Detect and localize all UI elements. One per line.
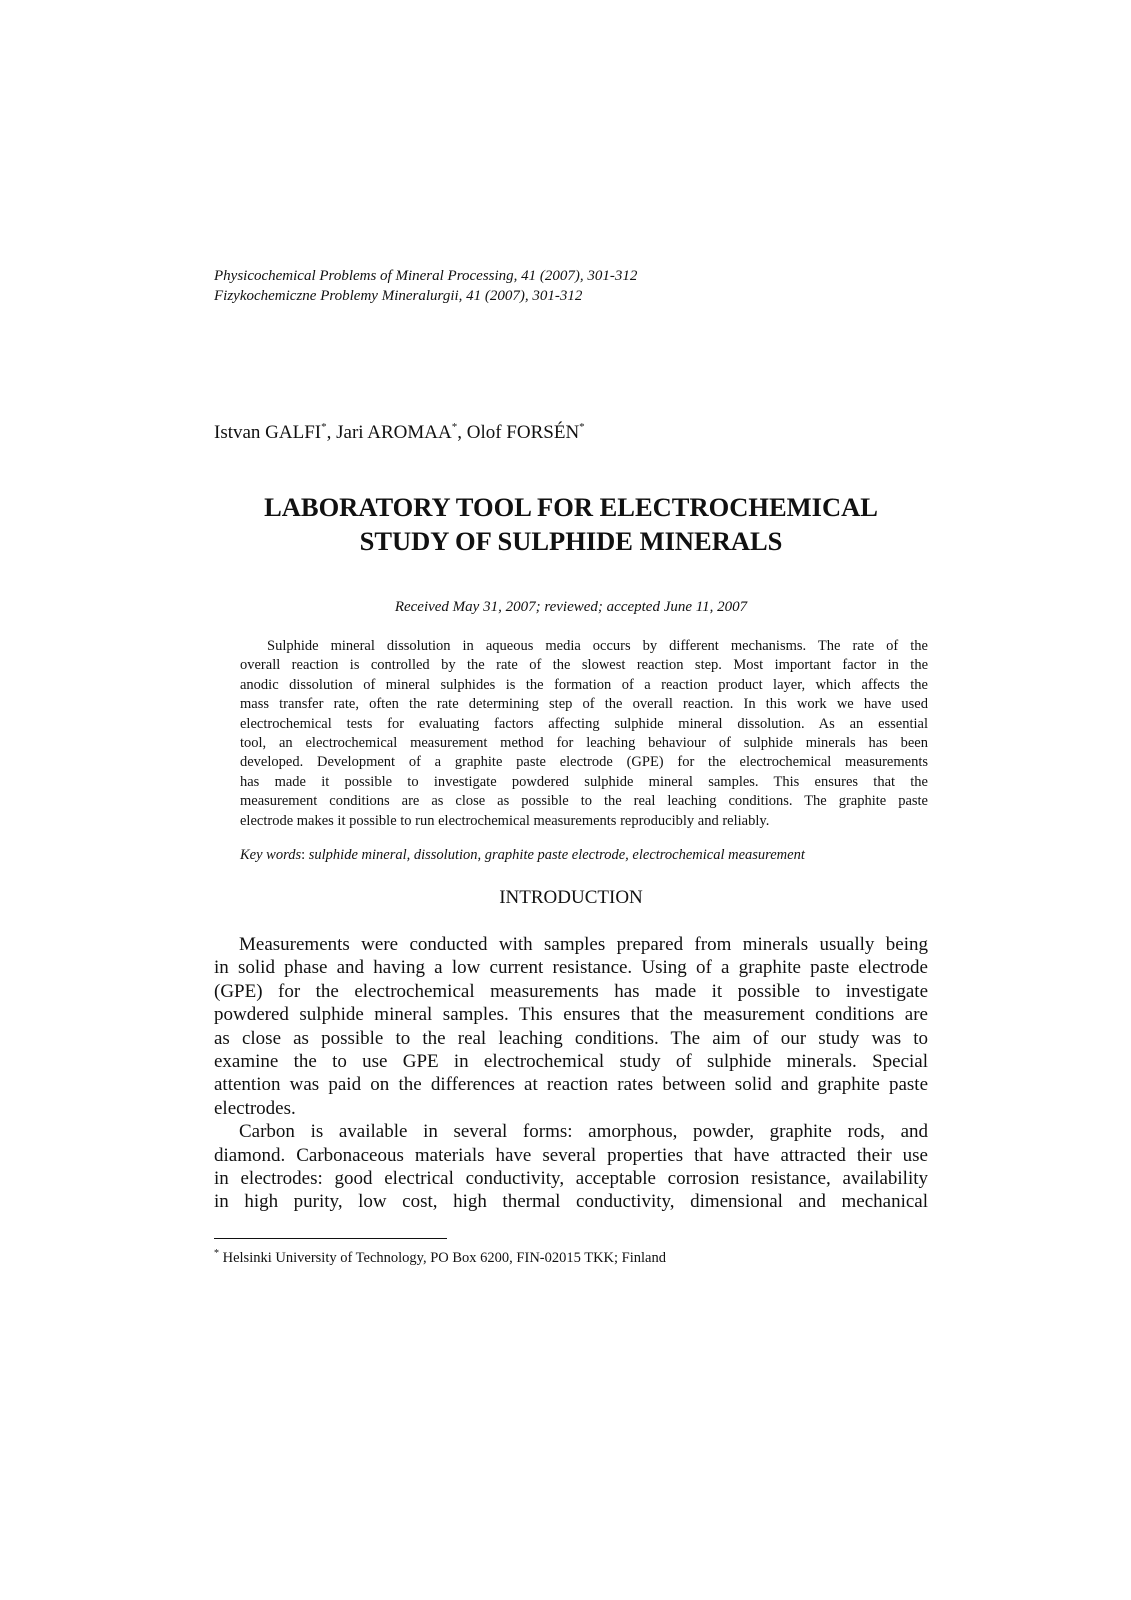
author-name: Olof FORSÉN [466, 422, 580, 443]
received-dates: Received May 31, 2007; reviewed; accepted June 11, 2007 [394, 599, 748, 615]
abstract-line: has made it possible to investigate powdered sulphide mineral samples. This ensures that the [240, 773, 928, 790]
introduction-body [214, 933, 928, 1214]
keywords-colon: : [301, 847, 309, 863]
affiliation-marker: * [321, 421, 327, 433]
abstract-line: overall reaction is controlled by the rate of the slowest reaction step. Most important factor in the [240, 657, 928, 674]
keywords [240, 845, 940, 865]
keywords-label: Key words [240, 847, 302, 863]
body-line: powdered sulphide mineral samples. This ensures that the measurement conditions are [214, 1004, 928, 1026]
affiliation-marker: * [451, 421, 458, 433]
body-line: (GPE) for the electrochemical measurements has made it possible to investigate [214, 980, 928, 1002]
abstract-line: Sulphide mineral dissolution in aqueous media occurs by different mechanisms. The rate of the [267, 638, 928, 654]
body-line: in high purity, low cost, high thermal conductivity, dimensional and mechanical [214, 1191, 928, 1213]
abstract-line: anodic dissolution of mineral sulphides is the formation of a reaction product layer, which affects the [240, 676, 928, 693]
body-line: attention was paid on the differences at reaction rates between solid and graphite paste [214, 1074, 928, 1096]
body-line: in electrodes: good electrical conductivity, acceptable corrosion resistance, availability [214, 1167, 928, 1189]
abstract [240, 637, 928, 831]
body-line: Carbon is available in several forms: amorphous, powder, graphite rods, and [239, 1121, 928, 1143]
abstract-line: developed. Development of a graphite paste electrode (GPE) for the electrochemical measurements [240, 754, 928, 771]
body-line: as close as possible to the real leaching conditions. The aim of our study was to [214, 1027, 928, 1049]
journal-citation [214, 266, 914, 306]
body-line: Measurements were conducted with samples prepared from minerals usually being [239, 934, 928, 955]
footnote-text: Helsinki University of Technology, PO Box 6200, FIN-02015 TKK; Finland [219, 1250, 666, 1266]
journal-citation-english: Physicochemical Problems of Mineral Processing, 41 (2007), 301-312 [214, 268, 638, 284]
author-separator: , [326, 422, 337, 443]
body-line: examine the to use GPE in electrochemical study of sulphide minerals. Special [214, 1050, 928, 1072]
paper-title-line: STUDY OF SULPHIDE MINERALS [359, 526, 783, 556]
footnote-divider [214, 1238, 447, 1239]
author-name: Jari AROMAA [336, 422, 452, 443]
keywords-text: sulphide mineral, dissolution, graphite paste electrode, electrochemical measurement [308, 847, 805, 863]
abstract-line: electrochemical tests for evaluating factors affecting sulphide mineral dissolution. As an essential [240, 715, 928, 732]
abstract-line: measurement conditions are as close as possible to the real leaching conditions. The graphite paste [240, 793, 928, 810]
footnote-marker: * [214, 1248, 219, 1259]
affiliation-footnote [214, 1248, 666, 1268]
abstract-line: electrode makes it possible to run electrochemical measurements reproducibly and reliably. [240, 812, 770, 829]
affiliation-marker: * [579, 421, 585, 433]
abstract-line: mass transfer rate, often the rate determining step of the overall reaction. In this work we have used [240, 696, 928, 713]
section-heading-introduction: INTRODUCTION [499, 887, 643, 908]
abstract-line: tool, an electrochemical measurement method for leaching behaviour of sulphide minerals has been [240, 734, 928, 751]
body-line: diamond. Carbonaceous materials have several properties that have attracted their use [214, 1144, 928, 1166]
author-separator: , [457, 422, 467, 443]
journal-citation-polish: Fizykochemiczne Problemy Mineralurgii, 41 (2007), 301-312 [214, 288, 583, 304]
author-name: Istvan GALFI [214, 422, 322, 443]
paper-title-line: LABORATORY TOOL FOR ELECTROCHEMICAL [264, 492, 878, 522]
body-line: in solid phase and having a low current resistance. Using of a graphite paste electrode [214, 957, 928, 979]
author-list [214, 421, 585, 445]
body-line: electrodes. [214, 1097, 296, 1119]
paper-title [214, 490, 928, 558]
